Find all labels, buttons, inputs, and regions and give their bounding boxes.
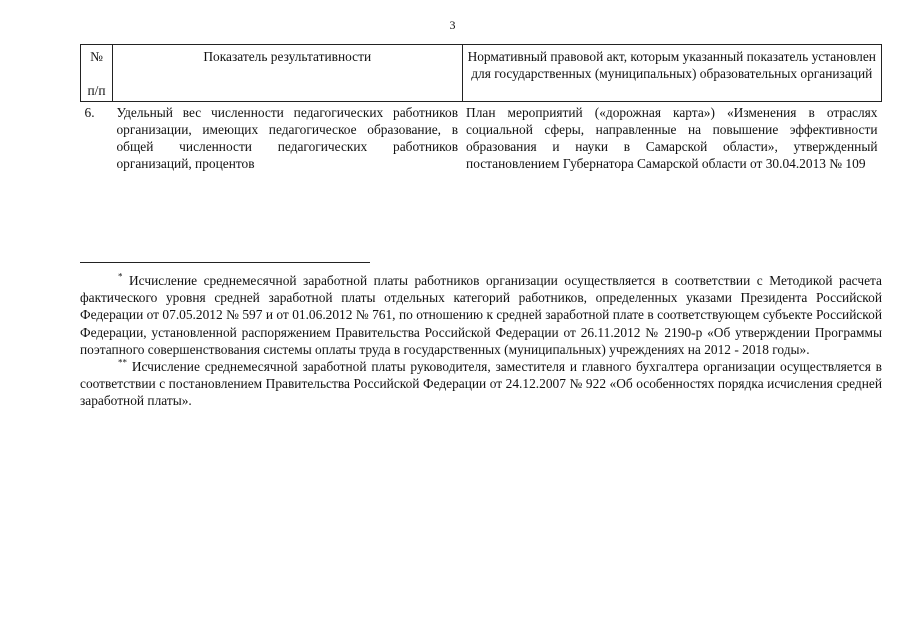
- header-indicator: Показатель результативности: [112, 45, 462, 102]
- page-number: 3: [449, 18, 456, 32]
- table-row: [81, 102, 882, 173]
- row-indicator: Удельный вес численности педагогических работников организации, имеющих педагогическое образование, в общей численности педагогических работников организаций, процентов: [116, 105, 459, 171]
- table-header-row: [81, 45, 882, 102]
- footnote-2: [80, 358, 882, 410]
- header-legal-act: Нормативный правовой акт, которым указанный показатель установлен для государственных (муниципальных) образовательных организаций: [462, 45, 881, 102]
- row-number: 6.: [84, 105, 95, 120]
- footnote-1-marker: *: [118, 271, 123, 282]
- footnote-1: [80, 272, 882, 358]
- row-legal-act: План мероприятий («дорожная карта») «Изменения в отраслях социальной сферы, направленные на повышение эффективности образования и науки в Самарской области», утвержденный постановлением Губернатора Самарской области от 30.04.2013 № 109: [466, 105, 878, 171]
- header-number: [81, 45, 113, 102]
- footnotes: [80, 272, 882, 410]
- footnote-2-text: Исчисление среднемесячной заработной платы руководителя, заместителя и главного бухгалтера организации осуществляется в соответствии с постановлением Правительства Российской Федерации от 24.12.2007 № 922 «Об особенностях порядка исчисления средней заработной платы».: [80, 359, 882, 409]
- header-number-sign: №: [90, 49, 103, 64]
- footnote-1-text: Исчисление среднемесячной заработной платы работников организации осуществляется в соответствии с Методикой расчета фактического уровня средней заработной платы отдельных категорий работников, определенных указами Президента Российской Федерации от 07.05.2012 № 597 и от 01.06.2012 № 761, по отношению к средней заработной плате в соответствующем субъекте Российской Федерации, установленной распоряжением Правительства Российской Федерации от 26.11.2012 № 2190-р «Об утверждении Программы поэтапного совершенствования системы оплаты труда в государственных (муниципальных) учреждениях на 2012 - 2018 годы».: [80, 273, 882, 357]
- header-number-pp: п/п: [87, 83, 106, 98]
- footnote-separator: [80, 262, 370, 263]
- indicators-table: [80, 44, 882, 172]
- footnote-2-marker: **: [118, 357, 127, 368]
